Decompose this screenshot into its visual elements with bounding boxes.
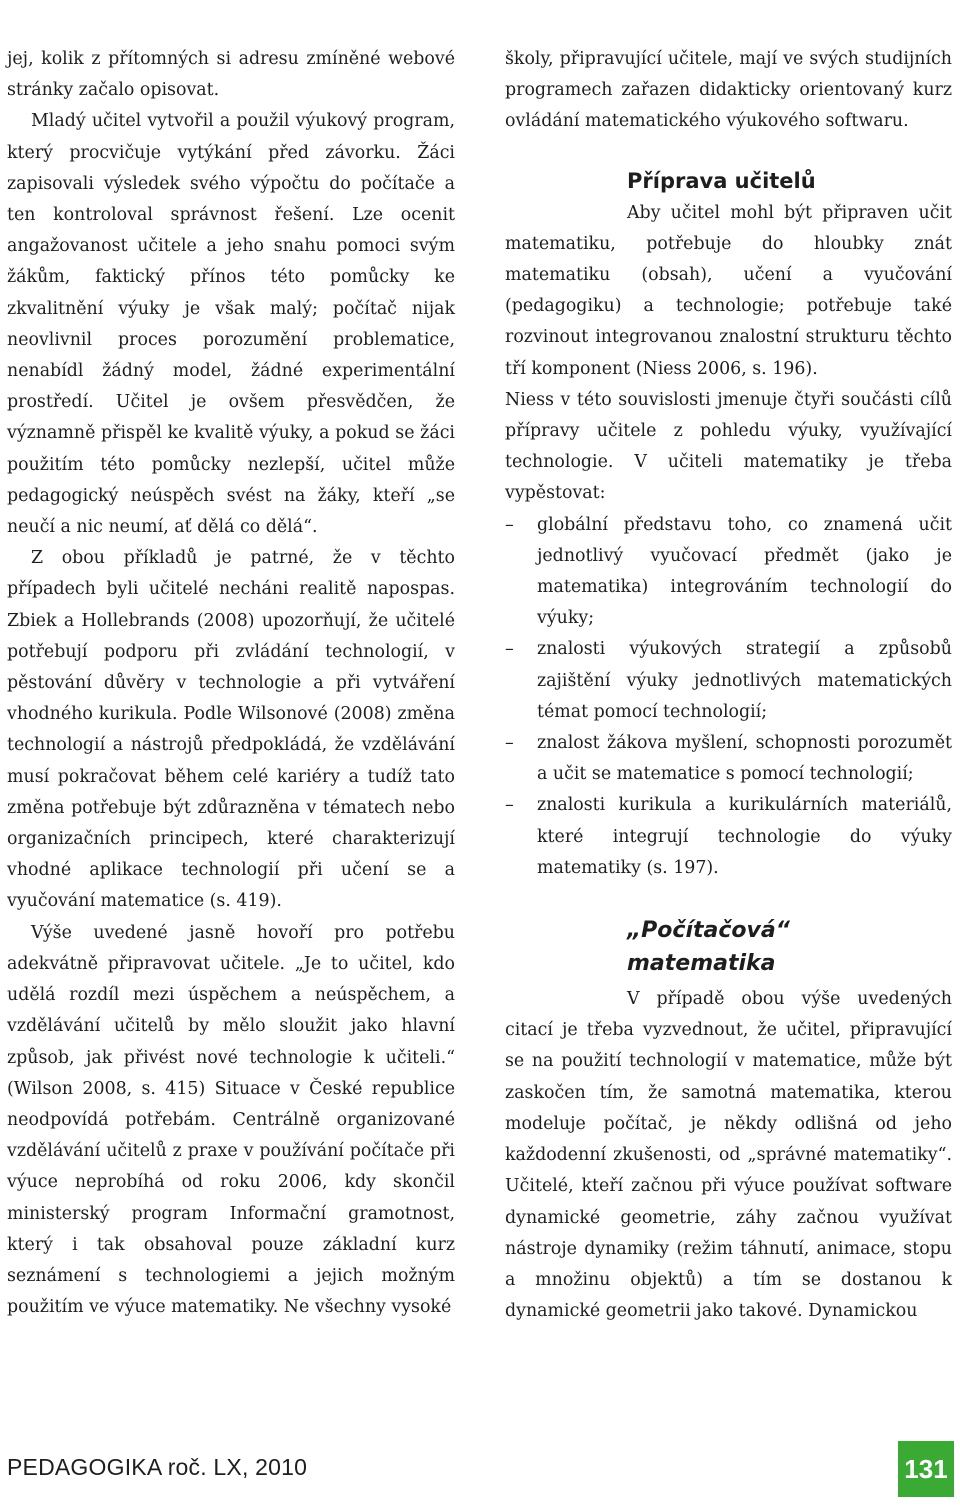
- list-item: [505, 510, 952, 635]
- section-heading: [627, 914, 952, 980]
- list-item: [505, 790, 952, 884]
- list-item-text: znalosti kurikula a kurikulárních materiálů, které integrují technologie do výuky matematiky (s. 197).: [537, 795, 952, 878]
- list-item: [505, 634, 952, 728]
- list-item-text: globální představu toho, co znamená učit jednotlivý vyučovací předmět (jako je matematika) integrováním technologií do výuky;: [537, 514, 952, 629]
- list-item-text: znalost žákova myšlení, schopnosti porozumět a učit se matematice s pomocí technologií;: [537, 733, 952, 785]
- paragraph: Z obou příkladů je patrné, že v těchto případech byli učitelé necháni realitě napospas. Zbiek a Hollebrands (2008) upozorňují, že učitelé potřebují podporu při zvládání technologií, v pěstování důvěry v technologie a při vytváření vhodného kurikula. Podle Wilsonové (2008) změna technologií a nástrojů předpokládá, že vzdělávání musí pokračovat během celé kariéry a tudíž tato změna potřebuje být zdůrazněna v tématech nebo organizačních principech, které charakterizují vhodné aplikace technologií při učení se a vyučování matematice (s. 419).: [7, 548, 455, 912]
- section-heading-line: „Počítačová“: [627, 918, 790, 944]
- list-item: [505, 728, 952, 790]
- page-number-badge: 131: [898, 1441, 954, 1497]
- section-heading-line: matematika: [627, 951, 776, 977]
- dash-marker: –: [505, 639, 514, 660]
- right-column: [505, 44, 952, 1327]
- requirements-list: [505, 510, 952, 884]
- paragraph: Výše uvedené jasně hovoří pro potřebu adekvátně připravovat učitele. „Je to učitel, kdo udělá rozdíl mezi úspěchem a neúspěchem, a vzdělávání učitelů by mělo sloužit jako hlavní způsob, jak přivést nové technologie k učiteli.“ (Wilson 2008, s. 415) Situace v České republice neodpovídá potřebám. Centrálně organizované vzdělávání učitelů z praxe v používání počítače při výuce neprobíhá od roku 2006, kdy skončil ministerský program Informační gramotnost, který i tak obsahoval pouze základní kurz seznámení s technologiemi a jejich možným použitím ve výuce matematiky. Ne všechny vysoké: [7, 922, 455, 1318]
- paragraph: Aby učitel mohl být připraven učit matematiku, potřebuje do hloubky znát matematiku (obsah), učení a vyučování (pedagogiku) a technologie; potřebuje také rozvinout integrovanou znalostní strukturu těchto tří komponent (Niess 2006, s. 196).: [505, 202, 952, 379]
- dash-marker: –: [505, 514, 514, 535]
- dash-marker: –: [505, 795, 514, 816]
- journal-footer: PEDAGOGIKA roč. LX, 2010: [7, 1454, 308, 1480]
- paragraph: V případě obou výše uvedených citací je třeba vyzvednout, že učitel, připravující se na použití technologií v matematice, může být zaskočen tím, že samotná matematika, kterou modeluje počítač, je někdy odlišná od jeho každodenní zkušenosti, od „správné matematiky“. Učitelé, kteří začnou při výuce používat software dynamické geometrie, záhy začnou využívat nástroje dynamiky (režim táhnutí, animace, stopu a množinu objektů) a tím se dostanou k dynamické geometrii jako takové. Dynamickou: [505, 989, 952, 1322]
- paragraph: Niess v této souvislosti jmenuje čtyři součásti cílů přípravy učitele z pohledu výuky, využívající technologie. V učiteli matematiky je třeba vypěstovat:: [505, 389, 952, 504]
- list-item-text: znalosti výukových strategií a způsobů zajištění výuky jednotlivých matematických témat pomocí technologií;: [537, 639, 952, 722]
- dash-marker: –: [505, 733, 514, 754]
- paragraph: školy, připravující učitele, mají ve svých studijních programech zařazen didakticky orientovaný kurz ovládání matematického výukového softwaru.: [505, 49, 952, 132]
- section-heading: Příprava učitelů: [627, 168, 816, 193]
- left-column: [7, 44, 455, 1323]
- paragraph: jej, kolik z přítomných si adresu zmíněné webové stránky začalo opisovat.: [7, 49, 455, 101]
- paragraph: Mladý učitel vytvořil a použil výukový program, který procvičuje vytýkání před závorku. Žáci zapisovali výsledek svého výpočtu do počítače a ten kontroloval správnost řešení. Lze ocenit angažovanost učitele a jeho snahu pomoci svým žákům, faktický přínos této pomůcky ke zkvalitnění výuky je však malý; počítač nijak neovlivnil proces porozumění problematice, nenabídl žádný model, žádné experimentální prostředí. Učitel je ovšem přesvědčen, že významně přispěl ke kvalitě výuky, a pokud se žáci použitím této pomůcky nezlepší, učitel může pedagogický neúspěch svést na žáky, kteří „se neučí a nic neumí, ať dělá co dělá“.: [7, 111, 455, 538]
